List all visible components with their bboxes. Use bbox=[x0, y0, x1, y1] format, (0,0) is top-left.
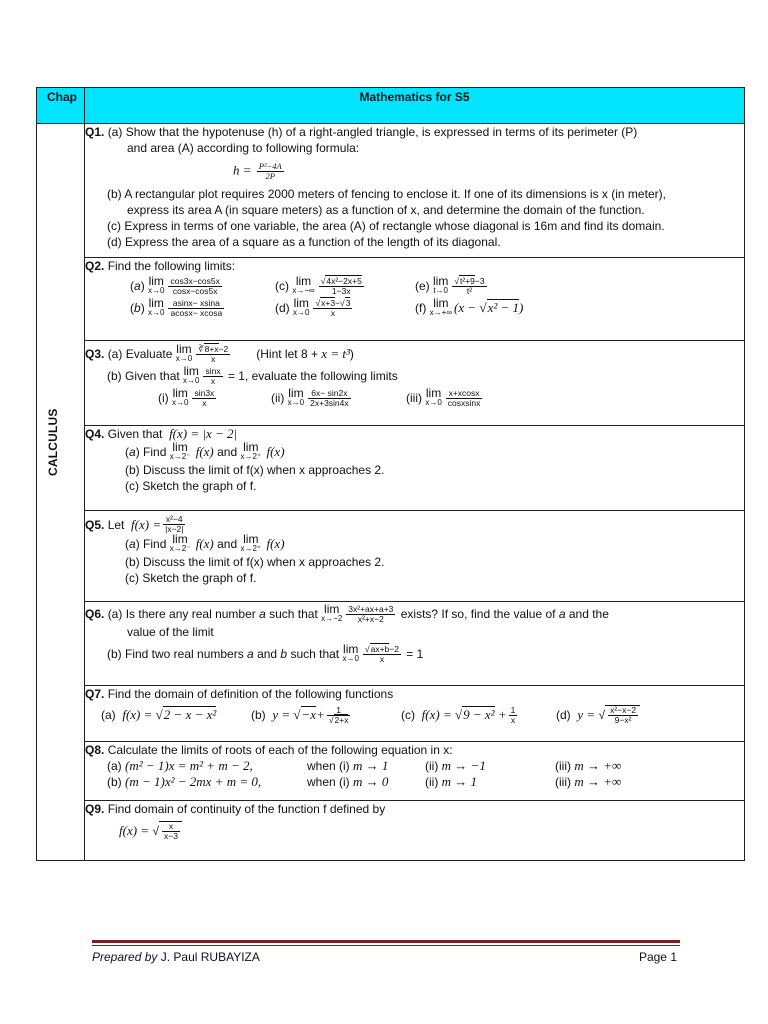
q7-item-c: (c) f(x) = √9 − x² + $\frac{1}{x}$ bbox=[401, 704, 516, 725]
q4-part-b: (b) Discuss the limit of f(x) when x approaches 2. bbox=[125, 463, 385, 477]
q8-a-i: when (i) m → 1 bbox=[307, 758, 389, 773]
footer-rule-thin bbox=[92, 945, 680, 946]
q8-a-iii: (iii) m → +∞ bbox=[555, 758, 622, 773]
q1-line-b: (b) A rectangular plot requires 2000 meters of fencing to enclose it. If one of its dimensions is x (in meter), bbox=[107, 187, 666, 201]
q1-line-c: (c) Express in terms of one variable, the area (A) of rectangle whose diagonal is 16m and find its domain. bbox=[107, 219, 665, 233]
q3-part-b: (b) Given that lim x→0 sinx x = 1, evaluate the following limits bbox=[107, 364, 398, 386]
q8-a-ii: (ii) m → −1 bbox=[425, 758, 486, 773]
q2-item-b: ( b ) lim x→0 asinx− xsina acosx− xcosa bbox=[130, 296, 223, 318]
question-q7 bbox=[85, 686, 745, 742]
q1-number: Q1. bbox=[85, 125, 105, 139]
q7-item-d: (d) y = √ $\frac{\text{x²−x−2}}{\text{9−x²}}$ bbox=[556, 705, 640, 725]
footer-rule bbox=[92, 940, 680, 943]
prepared-by: Prepared by J. Paul RUBAYIZA bbox=[92, 950, 260, 964]
question-q1 bbox=[85, 124, 745, 258]
q3-number: Q3. bbox=[85, 347, 105, 361]
q1-formula: h = $\frac{\text{P²−4A}}{2P}$ bbox=[233, 160, 282, 181]
page-title: Mathematics for S5 bbox=[85, 88, 745, 124]
question-q5 bbox=[85, 511, 745, 602]
q9-function: f(x) = √ $\frac{x}{x-3}$ bbox=[119, 821, 182, 841]
q8-b-ii: (ii) m → 1 bbox=[425, 774, 478, 789]
chapter-label: CALCULUS bbox=[46, 408, 60, 476]
q7-number: Q7. bbox=[85, 687, 105, 701]
q2-number: Q2. bbox=[85, 259, 105, 273]
q5-part-b: (b) Discuss the limit of f(x) when x approaches 2. bbox=[125, 555, 385, 569]
q1-line-a2: and area (A) according to following formula: bbox=[127, 141, 360, 155]
q2-item-d: (d) lim x→0 √x+3−√3 x bbox=[275, 296, 351, 318]
q6-part-b: (b) Find two real numbers a and b such that lim x→0 √ax+b−2 x = 1 bbox=[107, 642, 424, 664]
q4-part-a: ( a ) Find lim x→2⁻ f(x) and lim x→2⁺ f(x) bbox=[125, 440, 285, 461]
q7-item-b: (b) y = √−x+ $\frac{1}{√2+x}$ bbox=[251, 704, 349, 725]
q8-item-a: (a) (m² − 1)x = m² + m − 2, bbox=[107, 758, 253, 773]
q2-item-c: (c) lim x→−∞ √4x²−2x+5 1−3x bbox=[275, 274, 362, 296]
q4-part-c: (c) Sketch the graph of f. bbox=[125, 479, 257, 493]
q6-part-a2: value of the limit bbox=[127, 625, 214, 639]
q2-intro: Find the following limits: bbox=[107, 259, 236, 273]
q8-item-b: (b) (m − 1)x² − 2mx + m = 0, bbox=[107, 774, 262, 789]
page-number: Page 1 bbox=[638, 950, 677, 964]
q5-number: Q5. bbox=[85, 517, 105, 532]
q6-number: Q6. bbox=[85, 607, 105, 621]
q4-number: Q4. bbox=[85, 427, 105, 441]
q8-b-iii: (iii) m → +∞ bbox=[555, 774, 622, 789]
question-q8 bbox=[85, 742, 745, 801]
q3-hint: (Hint let 8 + x = t³ ) bbox=[256, 346, 354, 361]
q3-item-iii: (iii) lim x→0 x+xcosx cosxsinx bbox=[406, 386, 481, 408]
q9-intro: Find domain of continuity of the function f defined by bbox=[107, 802, 386, 816]
question-q2 bbox=[85, 258, 745, 341]
chapter-column bbox=[37, 124, 85, 861]
q5-part-a: ( a ) Find lim x→2⁻ f(x) and lim x→2⁺ f(x) bbox=[125, 532, 285, 553]
q1-line-a: (a) Show that the hypotenuse (h) of a right-angled triangle, is expressed in terms of its perimeter (P) bbox=[107, 125, 638, 139]
q1-line-b2: express its area A (in square meters) as a function of x, and determine the domain of the function. bbox=[127, 203, 645, 217]
q9-number: Q9. bbox=[85, 802, 105, 816]
question-q4 bbox=[85, 426, 745, 511]
q8-intro: Calculate the limits of roots of each of the following equation in x: bbox=[107, 743, 453, 757]
q8-number: Q8. bbox=[85, 743, 105, 757]
question-q3 bbox=[85, 341, 745, 426]
q5-let: Let f(x) = $\frac{\text{x²−4}}{|x-2|}$ bbox=[107, 514, 184, 534]
question-q9 bbox=[85, 801, 745, 861]
q3-item-ii: (ii) lim x→0 6x− sin2x 2x+3sin4x bbox=[271, 386, 349, 408]
q6-part-a: (a) Is there any real number a such that lim x→−2 3x²+ax+a+3 x²+x−2 exists? If so, find the value of a and the bbox=[107, 602, 609, 624]
q2-item-f: (f) lim x→+∞ (x − √x² − 1) bbox=[415, 296, 524, 317]
q7-intro: Find the domain of definition of the following functions bbox=[107, 687, 394, 701]
q1-line-d: (d) Express the area of a square as a function of the length of its diagonal. bbox=[107, 235, 501, 249]
worksheet-table bbox=[36, 87, 745, 861]
q4-given: Given that f(x) = |x − 2| bbox=[107, 426, 238, 441]
q8-b-i: when (i) m → 0 bbox=[307, 774, 389, 789]
q3-item-i: (i) lim x→0 sin3x x bbox=[158, 386, 215, 408]
q3-part-a: (a) Evaluate lim x→0 ∛8+x−2 x bbox=[107, 342, 229, 364]
q2-item-e: (e) lim t→0 √t²+9−3 t² bbox=[415, 274, 485, 296]
question-q6 bbox=[85, 602, 745, 686]
chap-header: Chap bbox=[37, 88, 85, 124]
q2-item-a: ( a ) lim x→0 cos3x−cos5x cosx−cos5x bbox=[130, 274, 220, 296]
q7-item-a: (a) f(x) = √2 − x − x² bbox=[101, 707, 217, 722]
q5-part-c: (c) Sketch the graph of f. bbox=[125, 571, 257, 585]
